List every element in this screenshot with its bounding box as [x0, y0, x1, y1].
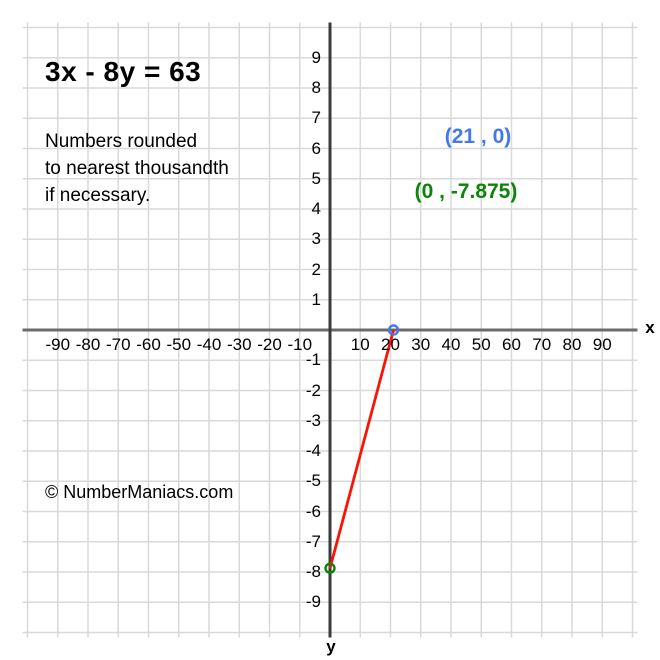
y-tick-label: 7 — [311, 108, 321, 128]
y-tick-label: -4 — [305, 441, 321, 460]
rounding-note-line1: Numbers rounded — [45, 131, 198, 152]
x-tick-label: -80 — [75, 335, 101, 354]
x-tick-label: 20 — [381, 335, 400, 354]
y-tick-label: -6 — [305, 501, 321, 521]
y-tick-label: -9 — [305, 592, 321, 612]
y-intercept-label: (0 , -7.875) — [414, 180, 518, 203]
x-tick-label: 30 — [411, 335, 431, 354]
x-tick-label: 90 — [592, 335, 612, 354]
rounding-note-line2: to nearest thousandth — [45, 158, 229, 179]
x-intercept-label: (21 , 0) — [444, 125, 512, 148]
y-tick-label: -2 — [305, 380, 321, 400]
y-tick-label: 3 — [311, 229, 321, 249]
y-tick-label: -5 — [305, 471, 321, 491]
y-tick-label: -1 — [305, 350, 321, 370]
y-tick-label: -3 — [305, 410, 321, 430]
x-tick-label: -40 — [196, 335, 222, 354]
x-tick-label: -10 — [287, 335, 313, 354]
y-tick-label: 5 — [311, 168, 321, 188]
x-tick-label: 40 — [441, 335, 461, 354]
equation-title: 3x - 8y = 63 — [45, 56, 202, 87]
y-tick-label: -8 — [305, 562, 321, 581]
x-tick-label: -70 — [105, 335, 131, 354]
x-axis-letter: x — [645, 318, 655, 337]
x-tick-label: 50 — [471, 335, 491, 354]
x-tick-label: -60 — [136, 335, 161, 354]
y-axis-letter: y — [326, 637, 336, 656]
y-tick-label: -7 — [305, 531, 321, 551]
x-tick-label: 10 — [350, 335, 370, 354]
y-tick-label: 9 — [311, 47, 321, 67]
x-tick-label: -20 — [257, 335, 282, 354]
rounding-note — [45, 128, 229, 209]
y-tick-label: 8 — [311, 78, 321, 97]
x-tick-label: 70 — [532, 335, 552, 354]
x-tick-label: -50 — [166, 335, 192, 354]
y-tick-label: 4 — [311, 199, 321, 218]
copyright-text: © NumberManiacs.com — [45, 482, 234, 502]
plotted-line-segment — [330, 330, 394, 568]
y-tick-label: 6 — [311, 138, 321, 158]
x-tick-label: 80 — [562, 335, 582, 354]
x-tick-label: -90 — [45, 335, 71, 354]
y-tick-label: 1 — [311, 289, 321, 309]
x-tick-label: -30 — [226, 335, 252, 354]
y-tick-label: 2 — [311, 259, 321, 279]
x-tick-label: 60 — [502, 335, 521, 354]
rounding-note-line3: if necessary. — [45, 185, 151, 206]
